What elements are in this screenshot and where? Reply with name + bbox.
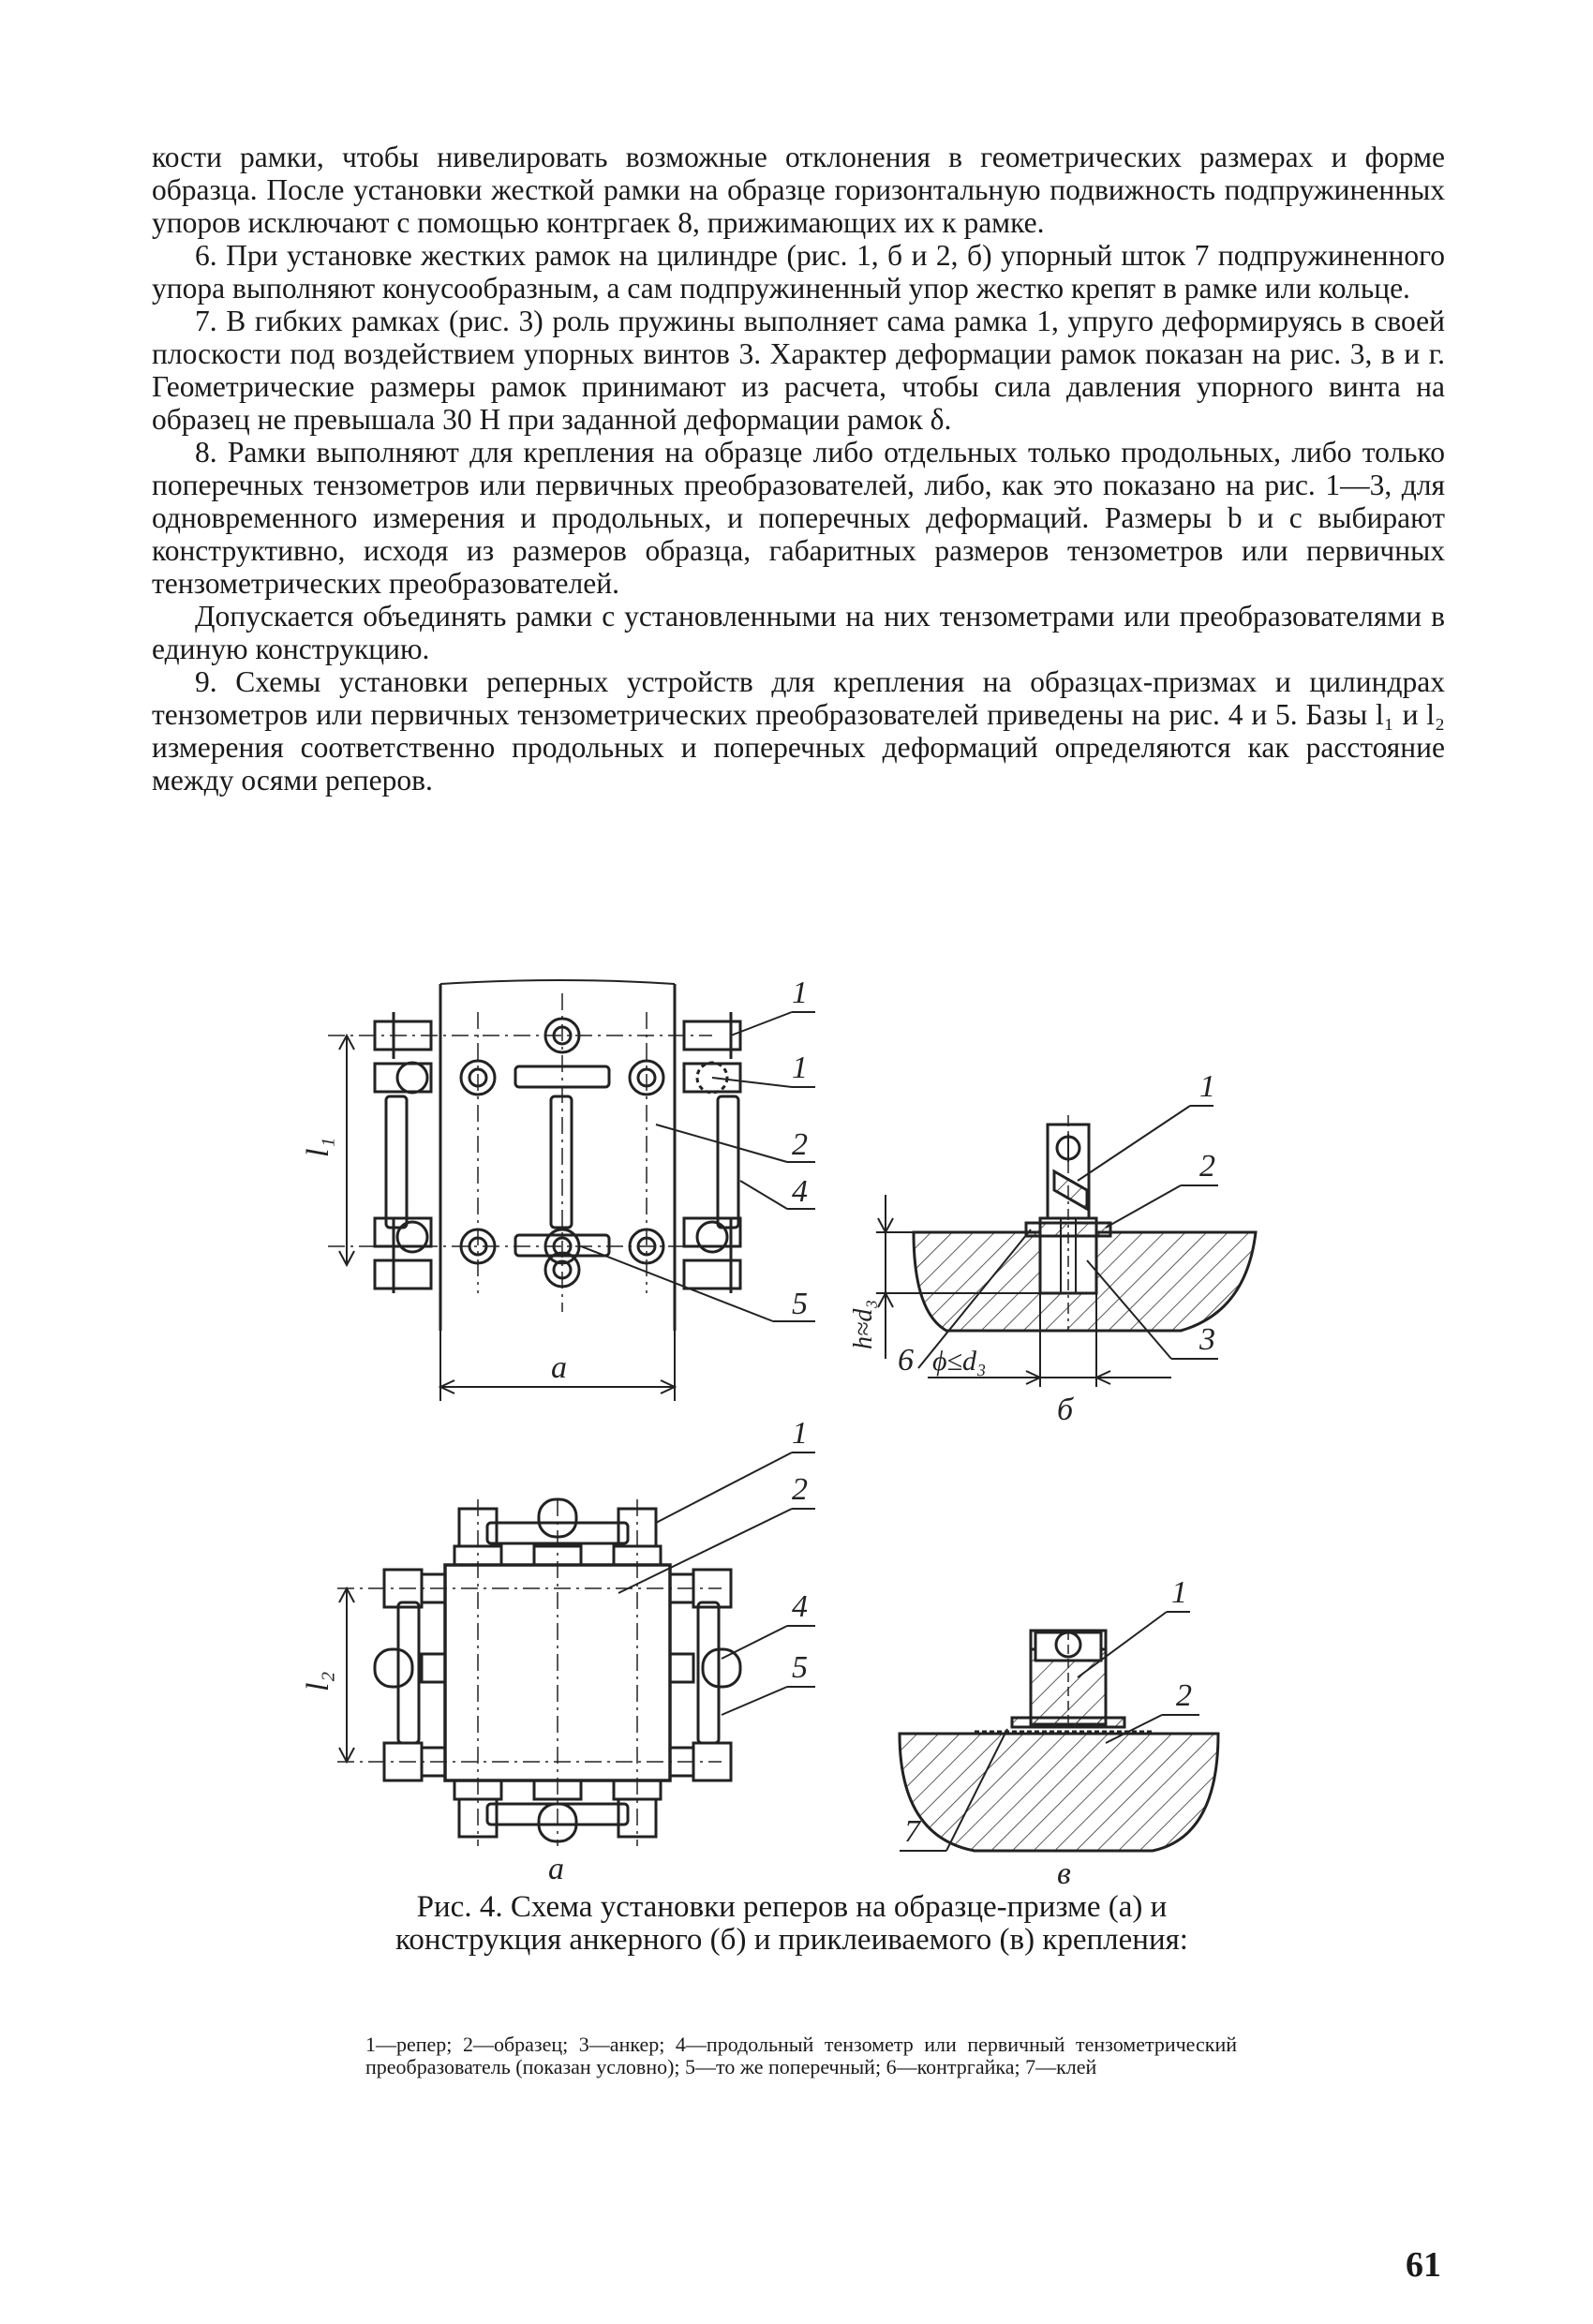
- paragraph-4: 8. Рамки выполняют для крепления на образце либо отдельных только продольных, либо только поперечных тензометров или первичных преобразователей, либо, как это показано на рис. 1—3, для одновременного измерения и продольных, и поперечных деформаций. Размеры b и c выбирают конструктивно, исходя из размеров образца, габаритных размеров тензометров или первичных тензометрических преобразователей.: [152, 436, 1445, 600]
- figure-caption: Рис. 4. Схема установки реперов на образце-призме (а) и конструкция анкерного (б) и приклеиваемого (в) крепления:: [395, 1890, 1188, 1957]
- fig-a-bottom-label-4: 4: [792, 1589, 808, 1624]
- fig-a-bottom-label-1: 1: [792, 1416, 808, 1451]
- paragraph-5: Допускается объединять рамки с установленными на них тензометрами или преобразователями в единую конструкцию.: [152, 600, 1445, 665]
- paragraph-6: 9. Схемы установки реперных устройств для крепления на образцах-призмах и цилиндрах тензометров или первичных тензометрических преобразователей приведены на рис. 4 и 5. Базы l₁ и l₂ измерения соответственно продольных и поперечных деформаций определяются как расстояние между осями реперов.: [152, 665, 1445, 797]
- fig-v-label-1: 1: [1171, 1575, 1187, 1610]
- subfigure-v-label: в: [1057, 1856, 1071, 1891]
- fig-v-label-2: 2: [1176, 1678, 1192, 1713]
- paragraph-2: 6. При установке жестких рамок на цилиндре (рис. 1, б и 2, б) упорный шток 7 подпружиненного упора выполняют конусообразным, а сам подпружиненный упор жестко крепят в рамке или кольце.: [152, 239, 1445, 305]
- dim-l1-label: l₁: [301, 1137, 335, 1157]
- dim-phi-label: ϕ≤d₃: [932, 1346, 987, 1377]
- fig-v-glued: [900, 1612, 1218, 1851]
- dim-a-label: a: [551, 1350, 567, 1385]
- fig-a-top: [328, 980, 815, 1401]
- fig-b-label-3: 3: [1199, 1322, 1215, 1357]
- page-number: 61: [1406, 2245, 1441, 2285]
- figure-legend: 1—репер; 2—образец; 3—анкер; 4—продольный тензометр или первичный тензометрический преобразователь (показан условно); 5—то же поперечный; 6—контргайка; 7—клей: [365, 2033, 1237, 2078]
- subfigure-a-label: a: [548, 1852, 564, 1886]
- subfigure-b-label: б: [1057, 1393, 1074, 1427]
- dim-h-label: h≈d₃: [849, 1299, 878, 1349]
- fig-a-bottom-label-2: 2: [792, 1472, 808, 1507]
- fig-a-bottom: [337, 1452, 815, 1846]
- fig-b-label-2: 2: [1199, 1149, 1215, 1184]
- fig-a-bottom-label-5: 5: [792, 1650, 808, 1685]
- fig-a-top-label-2: 2: [792, 1127, 808, 1162]
- fig-a-top-label-4: 4: [792, 1174, 808, 1209]
- fig-v-label-7: 7: [904, 1814, 920, 1849]
- fig-b-label-1: 1: [1199, 1069, 1215, 1104]
- fig-b-label-6: 6: [898, 1343, 914, 1378]
- paragraph-1: кости рамки, чтобы нивелировать возможные отклонения в геометрических размерах и форме образца. После установки жесткой рамки на образце горизонтальную подвижность подпружиненных упоров исключают с помощью контргаек 8, прижимающих их к рамке.: [152, 141, 1445, 239]
- fig-a-top-label-5: 5: [792, 1287, 808, 1321]
- paragraph-3: 7. В гибких рамках (рис. 3) роль пружины выполняет сама рамка 1, упруго деформируясь в своей плоскости под воздействием упорных винтов 3. Характер деформации рамок показан на рис. 3, в и г. Геометрические размеры рамок принимают из расчета, чтобы сила давления упорного винта на образец не превышала 30 Н при заданной деформации рамок δ.: [152, 305, 1445, 436]
- fig-a-top-label-1b: 1: [792, 1050, 808, 1085]
- dim-l2-label: l₂: [301, 1671, 335, 1691]
- fig-a-top-label-1a: 1: [792, 976, 808, 1010]
